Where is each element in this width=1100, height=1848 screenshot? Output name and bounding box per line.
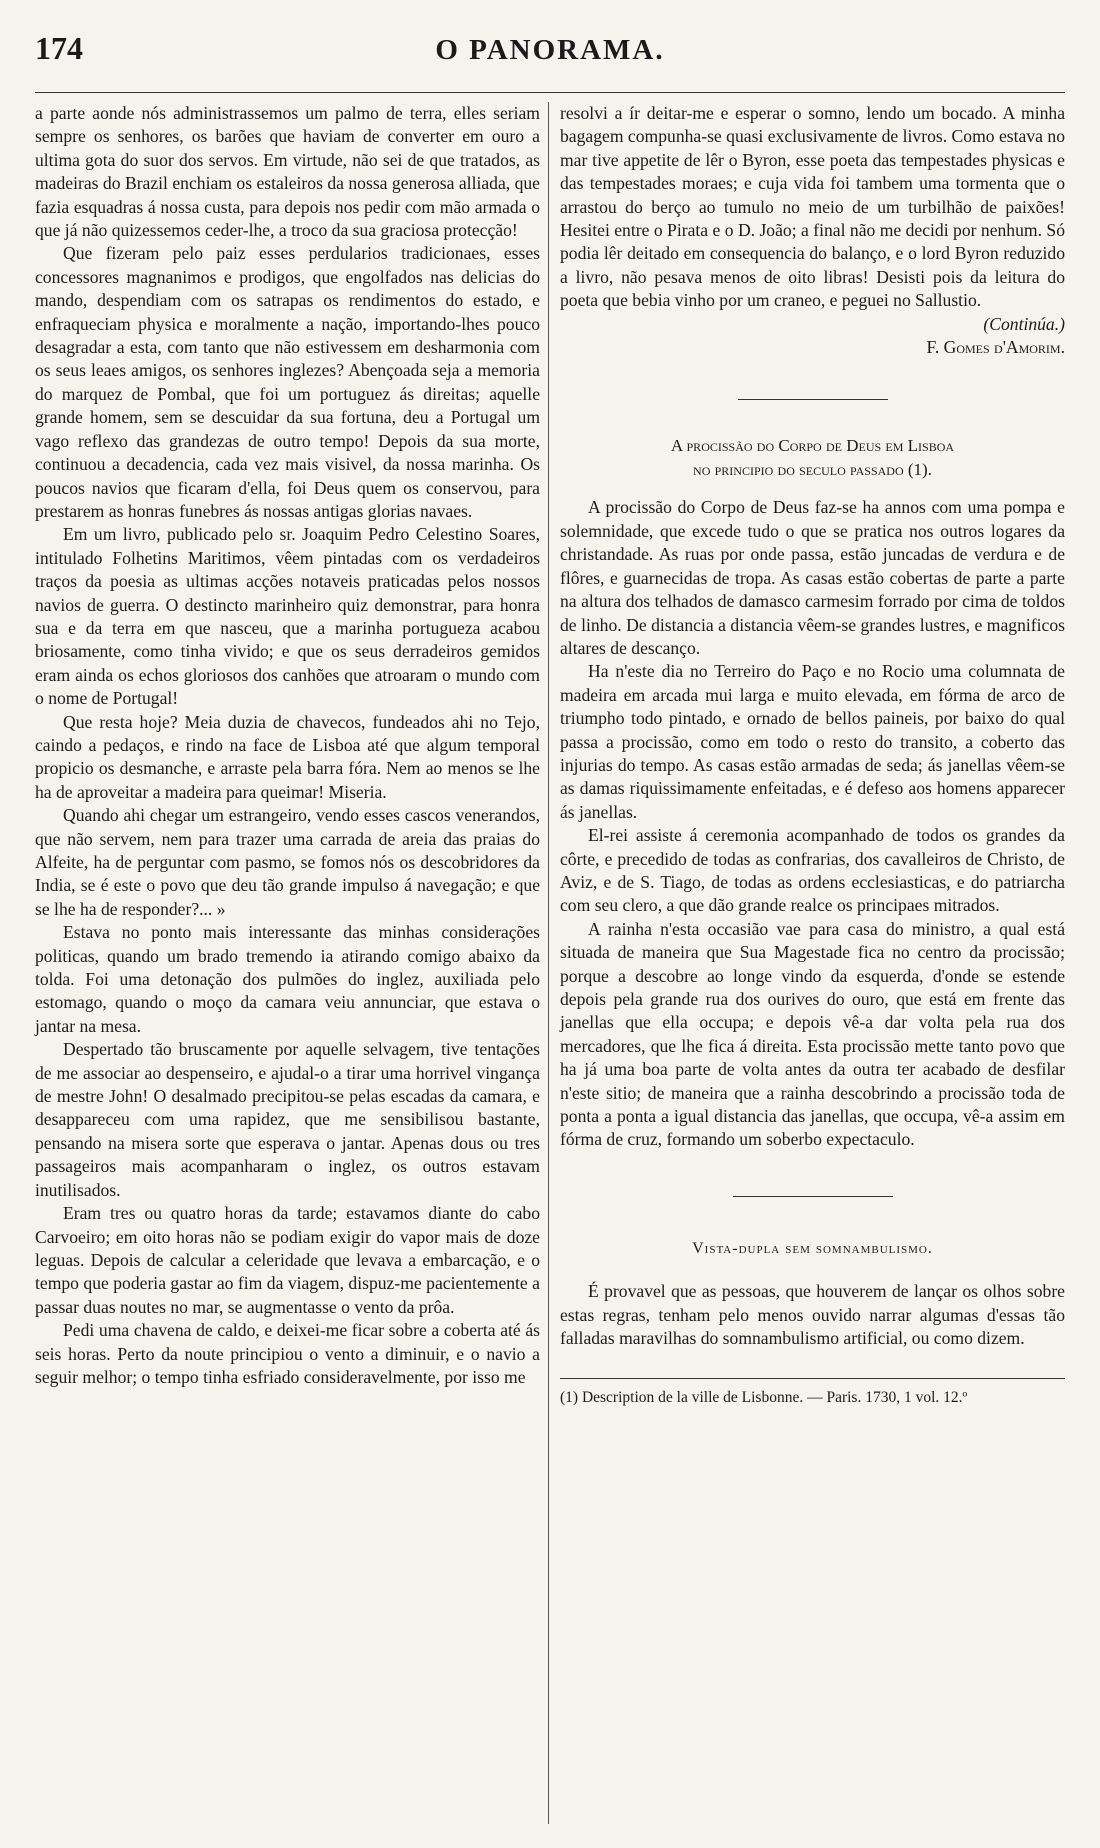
page-number: 174 xyxy=(35,30,83,66)
paragraph: Quando ahi chegar um estrangeiro, vendo esses cascos venerandos, que não servem, nem para trazer uma carrada de areia das praias do Alfeite, ha de perguntar com pasmo, se fomos nós os descobridores da India, se é este o povo que deu tão grande impulso á navegação; e que se lhe ha de responder?... » xyxy=(35,805,540,919)
paragraph: Em um livro, publicado pelo sr. Joaquim Pedro Celestino Soares, intitulado Folhetins Maritimos, vêem pintadas com os verdadeiros traços da poesia as ultimas acções notaveis praticadas pelos nossos navios de guerra. O destincto marinheiro quiz demonstrar, para honra sua e da terra em que nasceu, que a marinha portugueza acabou briosamente, como tinha vivido; e que os seus derradeiros gemidos eram ainda os echos gloriosos dos canhões que atroaram o mundo com o nome de Portugal! xyxy=(35,524,540,709)
header-rule xyxy=(35,92,1065,93)
paragraph: Pedi uma chavena de caldo, e deixei-me ficar sobre a coberta até ás seis horas. Perto da noute principiou o vento a diminuir, e o navio a seguir melhor; o tempo tinha esfriado consideravelmente, por isso me xyxy=(35,1320,540,1387)
section-title-line: no principio do seculo passado (1). xyxy=(693,460,932,480)
footnote: (1) Description de la ville de Lisbonne. — Paris. 1730, 1 vol. 12.º xyxy=(560,1389,968,1407)
author-signature: F. Gomes d'Amorim. xyxy=(926,337,1065,358)
section-title: Vista-dupla sem somnambulismo. xyxy=(692,1239,933,1257)
paragraph: A procissão do Corpo de Deus faz-se ha annos com uma pompa e solemnidade, que excede tudo o que se pratica nos outros logares da christandade. As ruas por onde passa, estão juncadas de verdura e de flôres, e guarnecidas de tropa. As casas estão cobertas de parte a parte na altura dos telhados de damasco carmesim forrado por cima de toldos de linho. De distancia a distancia vêem-se grandes lustres, e magnificos altares de descanço. xyxy=(560,497,1065,658)
paragraph: Estava no ponto mais interessante das minhas considerações politicas, quando um brado tremendo ia atirando comigo abaixo da tolda. Foi uma detonação dos pulmões do inglez, auxiliada pelo estomago, quando o moço da camara veiu annunciar, que estava o jantar na mesa. xyxy=(35,922,540,1036)
section-separator xyxy=(738,399,888,400)
paragraph: resolvi a ír deitar-me e esperar o somno, lendo um bocado. A minha bagagem compunha-se quasi exclusivamente de livros. Como estava no mar tive appetite de lêr o Byron, esse poeta das tempestades physicas e das tempestades moraes; e cuja vida foi tambem uma tormenta que o arrastou do berço ao tumulo no meio de um turbilhão de paixões! Hesitei entre o Pirata e o D. João; a final não me decidi por nenhum. Só podia lêr deitado em consequencia do balanço, e o lord Byron reduzido a livro, não pesava menos de oito libras! Desisti pois da leitura do poeta que bebia vinho por um craneo, e peguei no Sallustio. xyxy=(560,103,1065,311)
paragraph: É provavel que as pessoas, que houverem de lançar os olhos sobre estas regras, tenham pelo menos ouvido narrar algumas d'essas tão falladas maravilhas do somnambulismo artificial, ou como dizem. xyxy=(560,1281,1065,1349)
paragraph: Ha n'este dia no Terreiro do Paço e no Rocio uma columnata de madeira em arcada mui larga e muito elevada, em fórma de arco de triumpho todo pintado, e ornado de bellos paineis, por baixo do qual passa a procissão, como em todo o resto do transito, a coberto das injurias do tempo. As casas estão armadas de seda; ás janellas vêem-se as damas riquissimamente enfeitadas, e é defeso aos homens apparecer ás janellas. xyxy=(560,661,1065,822)
page-header xyxy=(0,30,1100,70)
paragraph: A rainha n'esta occasião vae para casa do ministro, a qual está situada de maneira que Sua Magestade fica no centro da procissão; porque a descobre ao longe vindo da esquerda, d'onde se estende depois pela grande rua dos ourives do ouro, que está em frente das janellas que ella occupa; e depois vê-a dar volta pela rua dos mercadores, que lhe fica á direita. Esta procissão mette tanto povo que ha já uma boa parte de volta antes da outra ter acabado de desfilar n'este sitio; de maneira que a rainha descobrindo a procissão toda de ponta a ponta a igual distancia das janellas, que occupa, vê-a assim em fórma de cruz, formando um soberbo expectaculo. xyxy=(560,918,1065,1150)
column-divider xyxy=(548,102,549,1824)
section-title-line: A procissão do Corpo de Deus em Lisboa xyxy=(670,436,955,456)
paragraph: Eram tres ou quatro horas da tarde; estavamos diante do cabo Carvoeiro; em oito horas não se podiam exigir do vapor mais de doze leguas. Depois de calcular a celeridade que levava a embarcação, e o tempo que poderia gastar ao fim da viagem, dispuz-me pacientemente a passar duas noutes no mar, se augmentasse o vento da prôa. xyxy=(35,1203,540,1317)
paragraph: Que resta hoje? Meia duzia de chavecos, fundeados ahi no Tejo, caindo a pedaços, e rindo na face de Lisboa até que algum temporal propicio os desmanche, e arraste pela barra fóra. Nem ao menos se lhe ha de aproveitar a madeira para queimar! Miseria. xyxy=(35,711,540,802)
paragraph: a parte aonde nós administrassemos um palmo de terra, elles seriam sempre os senhores, os barões que haviam de converter em ouro a ultima gota do suor dos servos. Em virtude, não sei de que tratados, as madeiras do Brazil enchiam os estaleiros da nossa generosa alliada, que fazia esquadras á nossa custa, para depois nos pedir com mão armada o que já não quizessemos ceder-lhe, a troco da sua graciosa protecção! xyxy=(35,103,540,241)
left-column xyxy=(35,102,540,1389)
publication-title: O PANORAMA. xyxy=(435,34,665,66)
paragraph: Despertado tão bruscamente por aquelle selvagem, tive tentações de me associar ao despenseiro, e ajudal-o a tirar uma horrivel vingança de mestre John! O desalmado precipitou-se pelas escadas da camara, e desappareceu com uma rapidez, que me sensibilisou bastante, pensando na misera sorte que esperava o jantar. Apenas dous ou tres passageiros mais acompanharam o inglez, os outros estavam inutilisados. xyxy=(35,1039,540,1200)
footnote-rule xyxy=(560,1378,1065,1379)
right-column xyxy=(560,102,1065,1408)
section-title xyxy=(560,434,1065,482)
section-separator xyxy=(733,1196,893,1197)
paragraph: El-rei assiste á ceremonia acompanhado de todos os grandes da côrte, e precedido de todas as confrarias, dos cavalleiros de Christo, de Aviz, e de S. Tiago, de todas as ordens ecclesiasticas, e do patriarcha com seu clero, a que dão grande realce os principaes mitrados. xyxy=(560,825,1065,916)
continua-note: (Continúa.) xyxy=(983,313,1065,334)
paragraph: Que fizeram pelo paiz esses perdularios tradicionaes, esses concessores magnanimos e prodigos, que engolfados nas delicias do mando, despendiam com os satrapas os rendimentos do estado, e enfraqueciam physica e moralmente a nação, importando-lhes pouco desagradar a esta, com tanto que não estivessem em desharmonia com os seus leaes amigos, os senhores inglezes? Abençoada seja a memoria do marquez de Pombal, que foi um portuguez ás direitas; aquelle grande homem, sem se descuidar da sua fortuna, deu a Portugal um vago reflexo das grandezas de outro tempo! Depois da sua morte, continuou a decadencia, cada vez mais visivel, da nossa marinha. Os poucos navios que ficaram d'ella, foi Deus quem os conservou, para prestarem as honras funebres ás nossas antigas glorias navaes. xyxy=(35,243,540,521)
